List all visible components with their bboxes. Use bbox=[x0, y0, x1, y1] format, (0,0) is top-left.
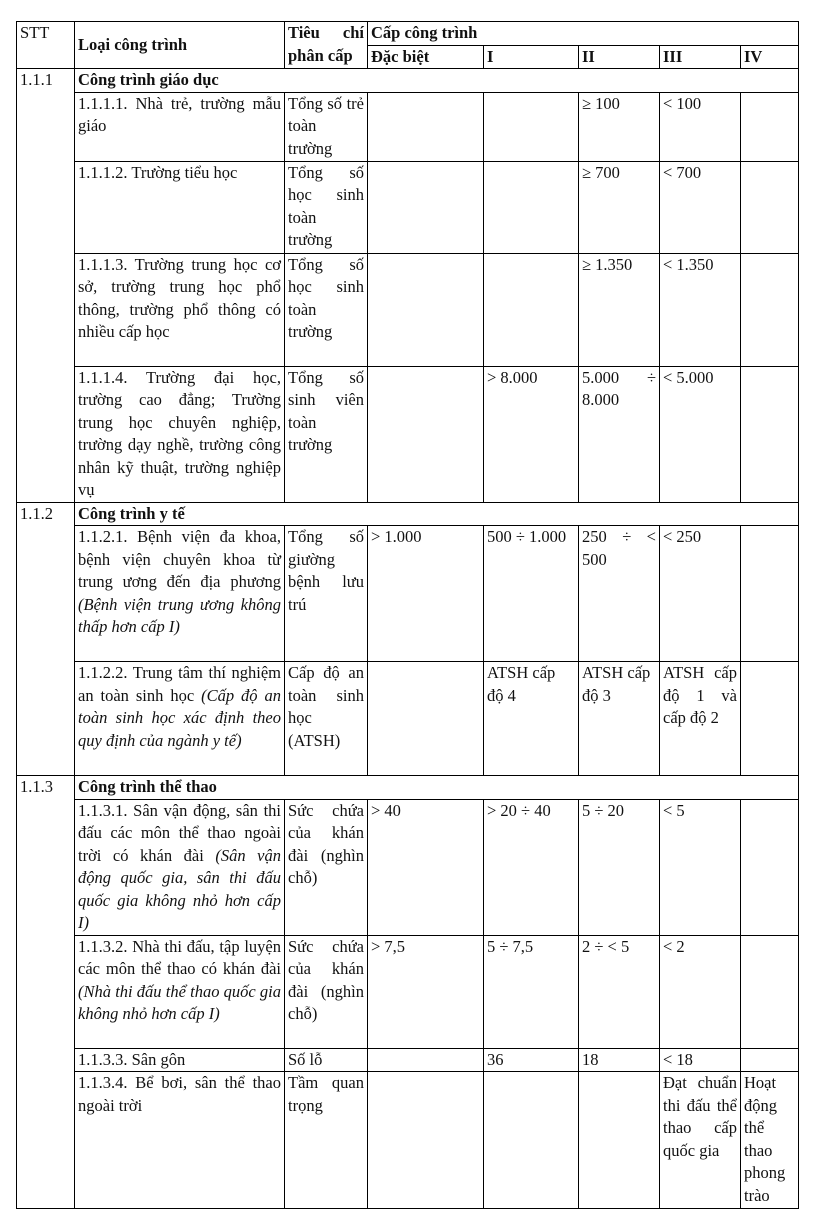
cell-dac-biet bbox=[368, 92, 484, 161]
group-stt: 1.1.3 bbox=[17, 776, 75, 1209]
cell-cap-iv bbox=[741, 366, 799, 502]
group-title: Công trình thể thao bbox=[75, 776, 799, 800]
document-page bbox=[16, 21, 799, 1209]
row-name: 1.1.3.3. Sân gôn bbox=[75, 1048, 285, 1072]
row-criterion: Số lỗ bbox=[285, 1048, 368, 1072]
cell-cap-iii: < 700 bbox=[660, 161, 741, 253]
cell-cap-ii bbox=[579, 1072, 660, 1209]
row-name-text: 1.1.2.1. Bệnh viện đa khoa, bệnh viện chuyên khoa từ trung ương đến địa phương bbox=[78, 527, 281, 591]
header-cap-dac-biet: Đặc biệt bbox=[368, 45, 484, 69]
group-stt: 1.1.2 bbox=[17, 502, 75, 776]
cell-cap-iv bbox=[741, 662, 799, 776]
cell-cap-i: > 20 ÷ 40 bbox=[484, 799, 579, 935]
cell-dac-biet bbox=[368, 253, 484, 366]
cell-cap-i: 500 ÷ 1.000 bbox=[484, 526, 579, 662]
cell-cap-i bbox=[484, 92, 579, 161]
cell-dac-biet: > 1.000 bbox=[368, 526, 484, 662]
header-cap-iv: IV bbox=[741, 45, 799, 69]
cell-cap-iii: < 5.000 bbox=[660, 366, 741, 502]
cell-cap-iii: < 1.350 bbox=[660, 253, 741, 366]
cell-cap-iv bbox=[741, 799, 799, 935]
row-criterion: Tổng số học sinh toàn trường bbox=[285, 253, 368, 366]
row-criterion: Tổng số sinh viên toàn trường bbox=[285, 366, 368, 502]
cell-cap-iii: < 250 bbox=[660, 526, 741, 662]
cell-dac-biet bbox=[368, 1072, 484, 1209]
cell-cap-iv bbox=[741, 161, 799, 253]
row-note: (Cấp độ an toàn sinh học xác định theo quy định của ngành y tế) bbox=[78, 685, 282, 750]
cell-cap-ii: ≥ 1.350 bbox=[579, 253, 660, 366]
row-name: 1.1.1.2. Trường tiểu học bbox=[75, 161, 285, 253]
row-criterion: Tổng số giường bệnh lưu trú bbox=[285, 526, 368, 662]
cell-cap-iv bbox=[741, 253, 799, 366]
row-name-text: 1.1.3.1. Sân vận động, sân thi đấu các môn thể thao ngoài trời có khán đài bbox=[78, 800, 281, 865]
cell-cap-i bbox=[484, 253, 579, 366]
cell-cap-iii: < 18 bbox=[660, 1048, 741, 1072]
row-name-text: 1.1.2.2. Trung tâm thí nghiệm an toàn sinh học bbox=[78, 663, 281, 705]
row-note: (Sân vận động quốc gia, sân thi đấu quốc gia không nhỏ hơn cấp I) bbox=[78, 845, 281, 932]
header-tieu-chi: Tiêu chí phân cấp bbox=[285, 22, 368, 69]
cell-cap-iii: Đạt chuẩn thi đấu thể thao cấp quốc gia bbox=[660, 1072, 741, 1209]
header-cap-ii: II bbox=[579, 45, 660, 69]
cell-cap-ii: ≥ 700 bbox=[579, 161, 660, 253]
header-stt: STT bbox=[17, 22, 75, 69]
cell-cap-ii: 2 ÷ < 5 bbox=[579, 935, 660, 1048]
cell-dac-biet bbox=[368, 366, 484, 502]
group-title: Công trình giáo dục bbox=[75, 69, 799, 93]
cell-cap-i: ATSH cấp độ 4 bbox=[484, 662, 579, 776]
cell-cap-ii: 5.000 ÷ 8.000 bbox=[579, 366, 660, 502]
header-loai-cong-trinh: Loại công trình bbox=[75, 22, 285, 69]
cell-cap-iii: < 2 bbox=[660, 935, 741, 1048]
row-name bbox=[75, 526, 285, 662]
row-criterion: Sức chứa của khán đài (nghìn chỗ) bbox=[285, 935, 368, 1048]
row-name-text: 1.1.3.2. Nhà thi đấu, tập luyện các môn thể thao có khán đài bbox=[78, 936, 281, 978]
cell-cap-i bbox=[484, 1072, 579, 1209]
row-criterion: Cấp độ an toàn sinh học (ATSH) bbox=[285, 662, 368, 776]
row-name bbox=[75, 799, 285, 935]
cell-cap-i: > 8.000 bbox=[484, 366, 579, 502]
cell-cap-iii: < 100 bbox=[660, 92, 741, 161]
group-title: Công trình y tế bbox=[75, 502, 799, 526]
cell-cap-ii: 18 bbox=[579, 1048, 660, 1072]
row-name: 1.1.1.3. Trường trung học cơ sở, trường trung học phổ thông, trường phổ thông có nhiều cấp học bbox=[75, 253, 285, 366]
cell-cap-iv bbox=[741, 92, 799, 161]
row-note: (Nhà thi đấu thể thao quốc gia không nhỏ hơn cấp I) bbox=[78, 981, 281, 1023]
cell-cap-ii: 5 ÷ 20 bbox=[579, 799, 660, 935]
cell-dac-biet bbox=[368, 662, 484, 776]
header-cap-cong-trinh: Cấp công trình bbox=[368, 22, 799, 46]
row-note: (Bệnh viện trung ương không thấp hơn cấp I) bbox=[78, 594, 281, 636]
row-name bbox=[75, 935, 285, 1048]
group-stt: 1.1.1 bbox=[17, 69, 75, 503]
cell-cap-iv bbox=[741, 526, 799, 662]
cell-cap-i bbox=[484, 161, 579, 253]
row-criterion: Tổng số học sinh toàn trường bbox=[285, 161, 368, 253]
row-name: 1.1.3.4. Bể bơi, sân thể thao ngoài trời bbox=[75, 1072, 285, 1209]
cell-dac-biet bbox=[368, 1048, 484, 1072]
row-name: 1.1.1.1. Nhà trẻ, trường mẫu giáo bbox=[75, 92, 285, 161]
cell-cap-iii: < 5 bbox=[660, 799, 741, 935]
cell-dac-biet: > 7,5 bbox=[368, 935, 484, 1048]
row-name: 1.1.1.4. Trường đại học, trường cao đẳng; Trường trung học chuyên nghiệp, trường dạy nghề, trường công nhân kỹ thuật, trường nghiệp vụ bbox=[75, 366, 285, 502]
cell-cap-iii: ATSH cấp độ 1 và cấp độ 2 bbox=[660, 662, 741, 776]
row-criterion: Tổng số trẻ toàn trường bbox=[285, 92, 368, 161]
cell-cap-iv bbox=[741, 935, 799, 1048]
cell-cap-i: 36 bbox=[484, 1048, 579, 1072]
row-name bbox=[75, 662, 285, 776]
row-criterion: Tầm quan trọng bbox=[285, 1072, 368, 1209]
cell-cap-ii: ATSH cấp độ 3 bbox=[579, 662, 660, 776]
cell-cap-ii: 250 ÷ < 500 bbox=[579, 526, 660, 662]
header-cap-i: I bbox=[484, 45, 579, 69]
cell-cap-i: 5 ÷ 7,5 bbox=[484, 935, 579, 1048]
classification-table bbox=[16, 21, 799, 1209]
cell-cap-iv bbox=[741, 1048, 799, 1072]
header-cap-iii: III bbox=[660, 45, 741, 69]
cell-cap-iv: Hoạt động thể thao phong trào bbox=[741, 1072, 799, 1209]
cell-dac-biet: > 40 bbox=[368, 799, 484, 935]
cell-cap-ii: ≥ 100 bbox=[579, 92, 660, 161]
cell-dac-biet bbox=[368, 161, 484, 253]
row-criterion: Sức chứa của khán đài (nghìn chỗ) bbox=[285, 799, 368, 935]
